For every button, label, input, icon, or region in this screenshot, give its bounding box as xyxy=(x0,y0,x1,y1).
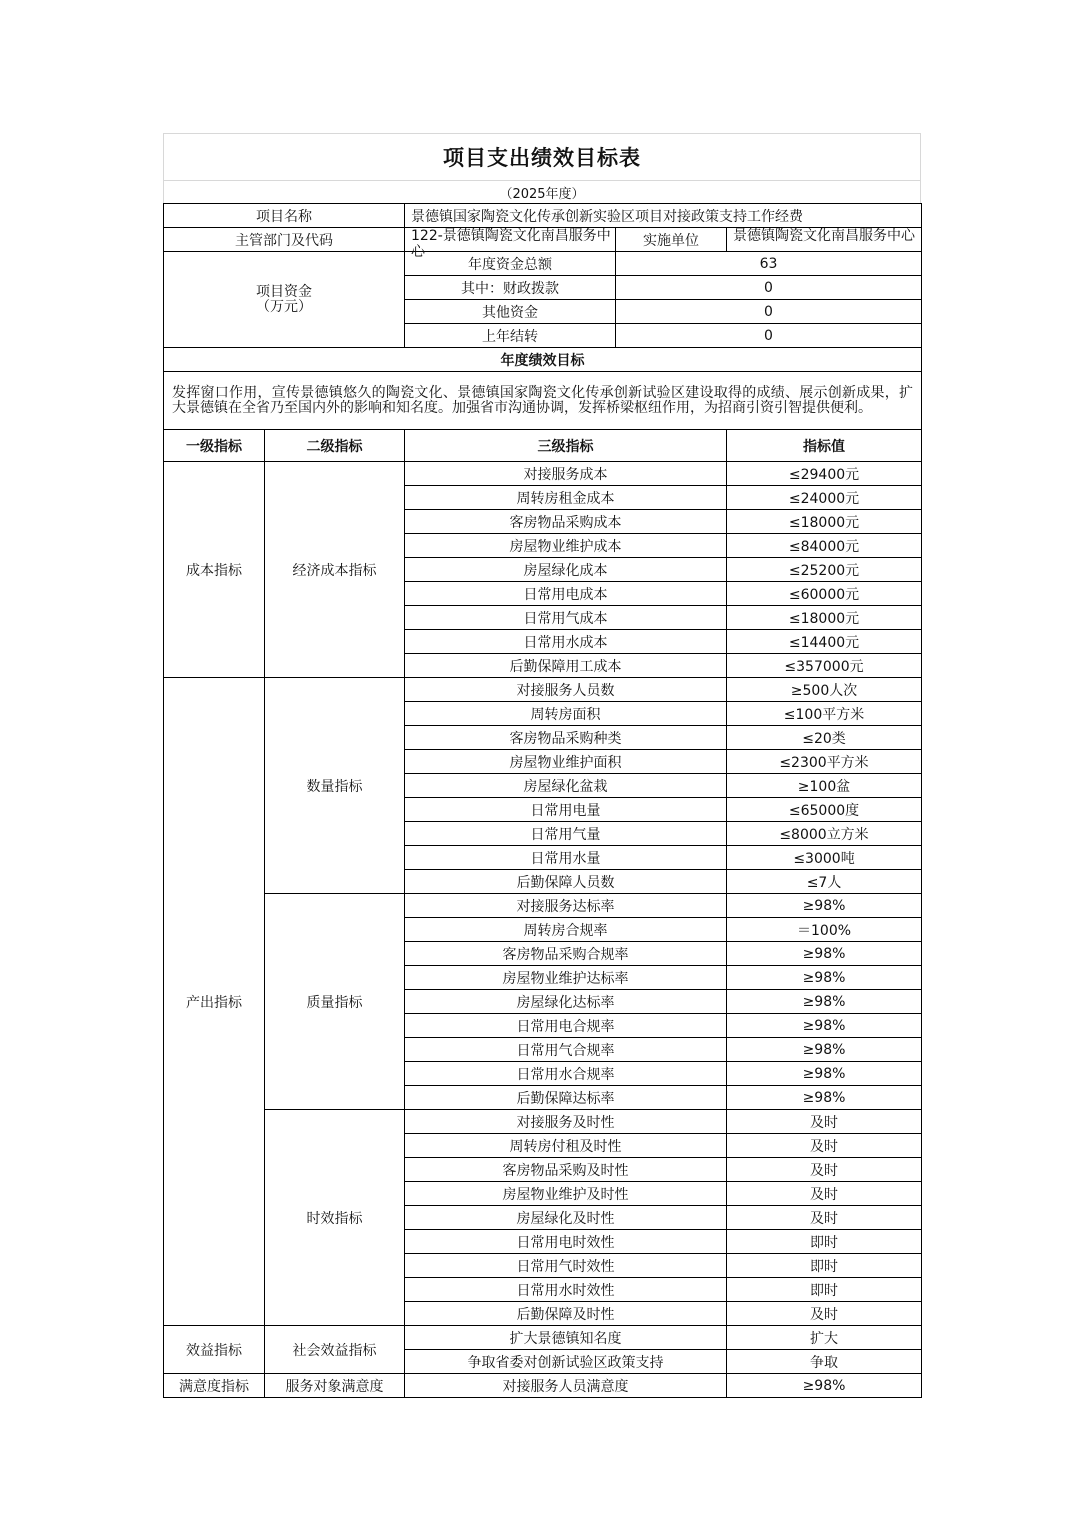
level1-indicator: 效益指标 xyxy=(164,1326,265,1374)
goal-text-row xyxy=(164,372,922,430)
indicator-value: ≤18000元 xyxy=(727,510,922,534)
level3-indicator: 对接服务及时性 xyxy=(405,1110,727,1134)
indicator-value: ≥500人次 xyxy=(727,678,922,702)
header-value: 指标值 xyxy=(727,430,922,462)
funds-item-value: 0 xyxy=(616,276,922,300)
level3-indicator: 日常用气成本 xyxy=(405,606,727,630)
level3-indicator: 日常用电量 xyxy=(405,798,727,822)
level3-indicator: 客房物品采购及时性 xyxy=(405,1158,727,1182)
level2-indicator: 服务对象满意度 xyxy=(265,1374,405,1398)
indicator-value: ≤14400元 xyxy=(727,630,922,654)
indicator-value: ≥98% xyxy=(727,894,922,918)
level3-indicator: 房屋物业维护面积 xyxy=(405,750,727,774)
indicator-row xyxy=(164,462,922,486)
level3-indicator: 后勤保障用工成本 xyxy=(405,654,727,678)
funds-label-cell xyxy=(164,252,405,348)
funds-row xyxy=(164,252,922,276)
indicator-value: 及时 xyxy=(727,1182,922,1206)
indicator-row xyxy=(164,1326,922,1350)
implementing-unit-label: 实施单位 xyxy=(616,228,727,252)
indicator-value: ≤60000元 xyxy=(727,582,922,606)
indicator-value: 即时 xyxy=(727,1254,922,1278)
department-label: 主管部门及代码 xyxy=(164,228,405,252)
level3-indicator: 日常用水时效性 xyxy=(405,1278,727,1302)
level2-indicator: 质量指标 xyxy=(265,894,405,1110)
indicator-value: 及时 xyxy=(727,1134,922,1158)
department-value: 122-景德镇陶瓷文化南昌服务中心 xyxy=(411,228,611,260)
indicator-value: ≤29400元 xyxy=(727,462,922,486)
level1-indicator: 成本指标 xyxy=(164,462,265,678)
indicator-value: 及时 xyxy=(727,1302,922,1326)
indicator-value: 争取 xyxy=(727,1350,922,1374)
level3-indicator: 日常用水合规率 xyxy=(405,1062,727,1086)
level3-indicator: 后勤保障及时性 xyxy=(405,1302,727,1326)
goal-heading-row xyxy=(164,348,922,372)
level3-indicator: 客房物品采购成本 xyxy=(405,510,727,534)
indicator-value: ≥98% xyxy=(727,1374,922,1398)
indicator-value: ≤8000立方米 xyxy=(727,822,922,846)
indicator-row xyxy=(164,678,922,702)
indicator-value: ≤18000元 xyxy=(727,606,922,630)
indicator-value: ≤357000元 xyxy=(727,654,922,678)
project-name-value: 景德镇国家陶瓷文化传承创新实验区项目对接政策支持工作经费 xyxy=(405,204,922,228)
level2-indicator: 数量指标 xyxy=(265,678,405,894)
level3-indicator: 对接服务人员满意度 xyxy=(405,1374,727,1398)
indicator-value: ≥98% xyxy=(727,990,922,1014)
indicator-value: 即时 xyxy=(727,1230,922,1254)
level3-indicator: 房屋绿化盆栽 xyxy=(405,774,727,798)
funds-item-label: 年度资金总额 xyxy=(405,252,616,276)
department-value-cell xyxy=(405,228,616,260)
indicator-value: 及时 xyxy=(727,1206,922,1230)
level3-indicator: 日常用气时效性 xyxy=(405,1254,727,1278)
funds-item-label: 其中：财政拨款 xyxy=(405,276,616,300)
funds-unit: （万元） xyxy=(256,298,312,315)
level3-indicator: 房屋绿化达标率 xyxy=(405,990,727,1014)
level3-indicator: 日常用电合规率 xyxy=(405,1014,727,1038)
level3-indicator: 扩大景德镇知名度 xyxy=(405,1326,727,1350)
header-level3: 三级指标 xyxy=(405,430,727,462)
indicator-value: ≥100盆 xyxy=(727,774,922,798)
level3-indicator: 日常用水量 xyxy=(405,846,727,870)
funds-item-label: 上年结转 xyxy=(405,324,616,348)
indicator-row xyxy=(164,1374,922,1398)
level3-indicator: 周转房面积 xyxy=(405,702,727,726)
level3-indicator: 房屋绿化成本 xyxy=(405,558,727,582)
implementing-unit-cell xyxy=(727,228,922,252)
level3-indicator: 后勤保障人员数 xyxy=(405,870,727,894)
indicator-value: ≤100平方米 xyxy=(727,702,922,726)
indicator-value: ≤65000度 xyxy=(727,798,922,822)
indicator-value: ≤84000元 xyxy=(727,534,922,558)
department-row xyxy=(164,228,922,252)
level1-indicator: 满意度指标 xyxy=(164,1374,265,1398)
indicator-value: ≤24000元 xyxy=(727,486,922,510)
funds-item-label: 其他资金 xyxy=(405,300,616,324)
level3-indicator: 周转房合规率 xyxy=(405,918,727,942)
indicator-value: ≤2300平方米 xyxy=(727,750,922,774)
indicator-value: ≤20类 xyxy=(727,726,922,750)
indicator-value: ≥98% xyxy=(727,1062,922,1086)
level3-indicator: 后勤保障达标率 xyxy=(405,1086,727,1110)
indicator-value: 及时 xyxy=(727,1158,922,1182)
indicator-value: 扩大 xyxy=(727,1326,922,1350)
indicator-value: ≥98% xyxy=(727,966,922,990)
project-name-label: 项目名称 xyxy=(164,204,405,228)
level2-indicator: 社会效益指标 xyxy=(265,1326,405,1374)
project-name-row xyxy=(164,204,922,228)
target-table xyxy=(163,203,922,1398)
indicator-value: 及时 xyxy=(727,1110,922,1134)
indicator-row xyxy=(164,894,922,918)
level3-indicator: 对接服务达标率 xyxy=(405,894,727,918)
indicator-value: ≥98% xyxy=(727,1014,922,1038)
level3-indicator: 客房物品采购合规率 xyxy=(405,942,727,966)
indicator-value: ≥98% xyxy=(727,1038,922,1062)
fiscal-year: （2025年度） xyxy=(499,186,585,202)
indicator-value: ≤3000吨 xyxy=(727,846,922,870)
level3-indicator: 日常用气合规率 xyxy=(405,1038,727,1062)
indicator-value: 即时 xyxy=(727,1278,922,1302)
goal-heading: 年度绩效目标 xyxy=(164,348,922,372)
level3-indicator: 日常用气量 xyxy=(405,822,727,846)
level3-indicator: 周转房租金成本 xyxy=(405,486,727,510)
funds-item-value: 0 xyxy=(616,300,922,324)
indicator-value: ≤7人 xyxy=(727,870,922,894)
goal-text: 发挥窗口作用，宣传景德镇悠久的陶瓷文化、景德镇国家陶瓷文化传承创新试验区建设取得的成绩、展示创新成果，扩大景德镇在全省乃至国内外的影响和知名度。加强省市沟通协调，发挥桥梁枢纽作用，为招商引资引智提供便利。 xyxy=(164,372,922,430)
level3-indicator: 房屋物业维护达标率 xyxy=(405,966,727,990)
level3-indicator: 日常用电时效性 xyxy=(405,1230,727,1254)
level3-indicator: 房屋绿化及时性 xyxy=(405,1206,727,1230)
header-level1: 一级指标 xyxy=(164,430,265,462)
year-box xyxy=(163,180,921,203)
funds-item-value: 0 xyxy=(616,324,922,348)
level3-indicator: 房屋物业维护及时性 xyxy=(405,1182,727,1206)
indicator-value: ≥98% xyxy=(727,942,922,966)
indicator-row xyxy=(164,1110,922,1134)
level3-indicator: 日常用水成本 xyxy=(405,630,727,654)
indicator-value: ≥98% xyxy=(727,1086,922,1110)
level3-indicator: 对接服务人员数 xyxy=(405,678,727,702)
level3-indicator: 周转房付租及时性 xyxy=(405,1134,727,1158)
funds-item-value: 63 xyxy=(616,252,922,276)
level3-indicator: 对接服务成本 xyxy=(405,462,727,486)
indicator-header-row xyxy=(164,430,922,462)
funds-label: 项目资金 xyxy=(256,283,312,300)
page-title: 项目支出绩效目标表 xyxy=(443,145,641,170)
implementing-unit-value: 景德镇陶瓷文化南昌服务中心 xyxy=(733,228,915,244)
performance-target-sheet xyxy=(163,133,921,1398)
level3-indicator: 房屋物业维护成本 xyxy=(405,534,727,558)
title-box xyxy=(163,133,921,180)
header-level2: 二级指标 xyxy=(265,430,405,462)
level1-indicator: 产出指标 xyxy=(164,678,265,1326)
level3-indicator: 客房物品采购种类 xyxy=(405,726,727,750)
level3-indicator: 日常用电成本 xyxy=(405,582,727,606)
level2-indicator: 时效指标 xyxy=(265,1110,405,1326)
level2-indicator: 经济成本指标 xyxy=(265,462,405,678)
level3-indicator: 争取省委对创新试验区政策支持 xyxy=(405,1350,727,1374)
indicator-value: ＝100% xyxy=(727,918,922,942)
indicator-value: ≤25200元 xyxy=(727,558,922,582)
